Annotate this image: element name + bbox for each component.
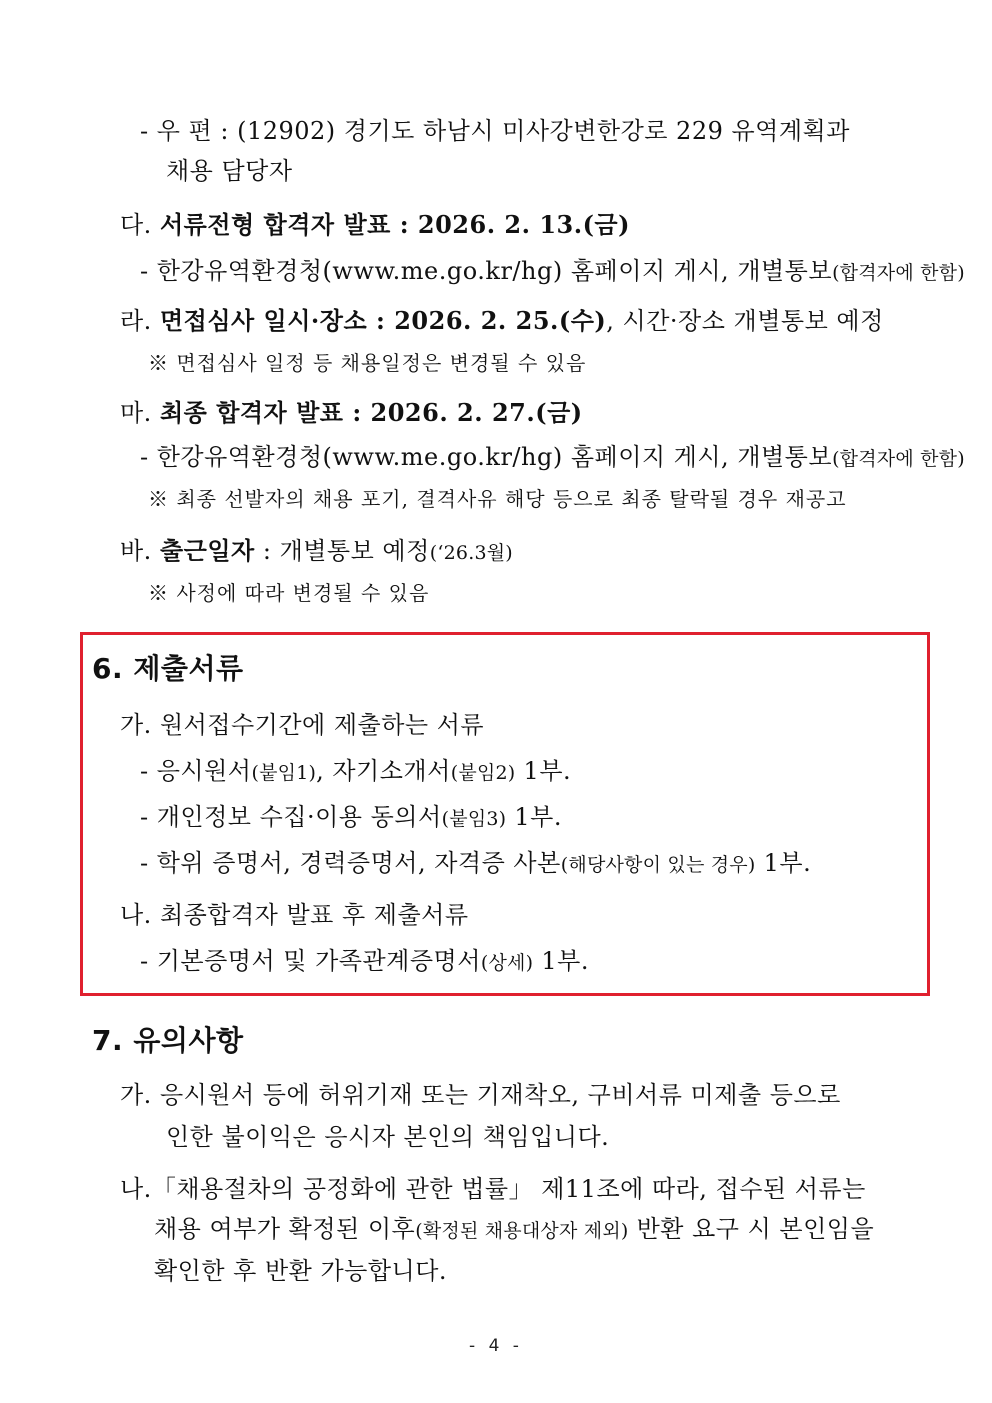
section-da-marker: 다. [120,211,152,239]
section-ba-note [148,578,429,608]
item-small: (상세) [480,952,534,974]
item-tail: 1부. [515,757,572,785]
section-6-ga [120,710,484,740]
section-7-na-line-3 [154,1256,447,1286]
section-7-na-text-3: 확인한 후 반환 가능합니다. [154,1257,448,1285]
section-ma-sub-small: (합격자에 한함) [832,448,965,470]
section-ba-marker: 바. [120,537,152,565]
item-small: (해당사항이 있는 경우) [560,854,756,876]
section-7-na-line-1 [120,1174,866,1204]
section-da-title: 서류전형 합격자 발표 : 2026. 2. 13.(금) [159,210,630,239]
mail-address-cont [166,156,293,186]
section-ra-note [148,348,586,378]
section-7-na-text-2-small: (확정된 채용대상자 제외) [415,1220,629,1242]
section-7-na-text-2a: 채용 여부가 확정된 이후 [154,1215,416,1243]
section-6-heading: 6. 제출서류 [92,652,244,685]
section-da-sub-text: - 한강유역환경청(www.me.go.kr/hg) 홈페이지 게시, 개별통보 [140,257,833,285]
section-7-ga-line-1 [120,1080,841,1110]
item-small: (붙임3) [441,808,507,830]
section-ma-sub [140,442,965,474]
item-tail: 1부. [506,803,562,831]
item-tail: 1부. [533,947,589,975]
section-da-line [120,210,630,240]
section-6-item-3 [140,848,811,880]
section-da-sub [140,256,965,288]
section-ma-sub-text: - 한강유역환경청(www.me.go.kr/hg) 홈페이지 게시, 개별통보 [140,443,833,471]
section-6-ga-text: 가. 원서접수기간에 제출하는 서류 [120,711,485,739]
section-ra-rest: , 시간·장소 개별통보 예정 [606,307,884,335]
mail-address-line [140,116,850,146]
section-ma-line [120,398,583,428]
section-ra-line [120,306,884,336]
item-small-2: (붙임2) [450,762,516,784]
section-6-na-item [140,946,589,978]
item-text: - 응시원서 [140,757,252,785]
section-7-heading: 7. 유의사항 [92,1024,244,1057]
item-text-2: , 자기소개서 [316,757,451,785]
section-ma-note-text: ※ 최종 선발자의 채용 포기, 결격사유 해당 등으로 최종 탈락될 경우 재공고 [148,487,847,511]
item-text: - 개인정보 수집·이용 동의서 [140,803,442,831]
section-ba-rest: : 개별통보 예정 [254,537,430,565]
section-7-na-text-2b: 반환 요구 시 본인임을 [628,1215,875,1243]
page-number: - 4 - [469,1336,523,1356]
section-7-ga-text-1: 가. 응시원서 등에 허위기재 또는 기재착오, 구비서류 미제출 등으로 [120,1081,841,1109]
item-small: (붙임1) [251,762,317,784]
section-6-item-1 [140,756,571,788]
section-ba-line [120,536,513,568]
section-ba-note-text: ※ 사정에 따라 변경될 수 있음 [148,581,430,605]
section-6-na-text: 나. 최종합격자 발표 후 제출서류 [120,901,469,929]
section-ma-marker: 마. [120,399,152,427]
item-text: - 기본증명서 및 가족관계증명서 [140,947,481,975]
mail-address-cont-text: 채용 담당자 [166,157,293,185]
item-tail: 1부. [755,849,812,877]
section-ra-note-text: ※ 면접심사 일정 등 채용일정은 변경될 수 있음 [148,351,587,375]
section-7-na-line-2 [154,1214,874,1246]
mail-address-text: - 우 편 : (12902) 경기도 하남시 미사강변한강로 229 유역계획과 [140,117,850,145]
section-7-ga-line-2 [166,1122,609,1152]
section-ma-title: 최종 합격자 발표 : 2026. 2. 27.(금) [159,398,583,427]
section-ba-rest-small: (‘26.3월) [429,542,513,564]
section-6-na [120,900,469,930]
section-ma-note [148,484,847,514]
section-da-sub-small: (합격자에 한함) [832,262,965,284]
section-6-item-2 [140,802,562,834]
section-7-ga-text-2: 인한 불이익은 응시자 본인의 책임입니다. [166,1123,610,1151]
section-ba-title: 출근일자 [159,536,255,565]
section-ra-marker: 라. [120,307,152,335]
section-ra-title: 면접심사 일시·장소 : 2026. 2. 25.(수) [159,306,607,335]
item-text: - 학위 증명서, 경력증명서, 자격증 사본 [140,849,561,877]
section-7-na-text-1: 나.「채용절차의 공정화에 관한 법률」 제11조에 따라, 접수된 서류는 [120,1175,866,1203]
